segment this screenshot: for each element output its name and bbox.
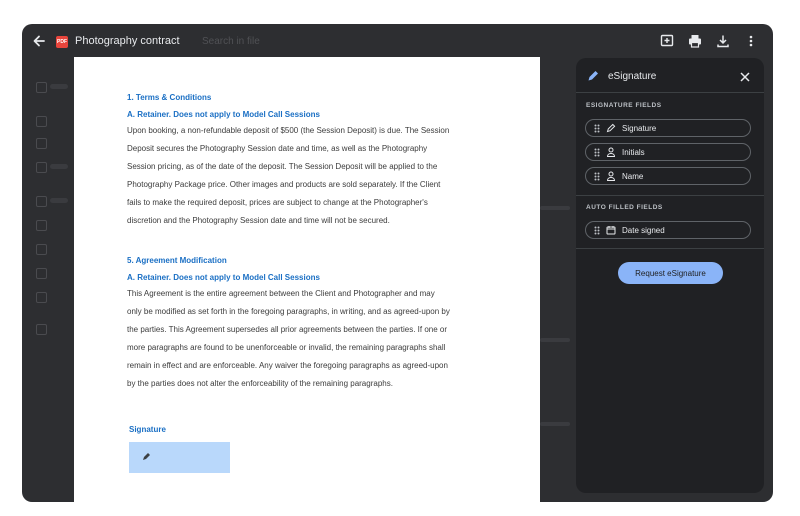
drag-handle-icon	[594, 172, 600, 181]
top-bar	[22, 24, 773, 58]
back-arrow-icon[interactable]	[31, 33, 47, 49]
divider	[576, 248, 764, 249]
ghost-icon	[36, 324, 47, 335]
ghost-bar	[50, 198, 68, 203]
field-chip-name[interactable]	[585, 167, 751, 185]
ghost-icon	[36, 116, 47, 127]
drag-handle-icon	[594, 226, 600, 235]
esignature-fields-label: ESIGNATURE FIELDS	[586, 102, 662, 109]
drag-handle-icon	[594, 148, 600, 157]
ghost-bar	[50, 164, 68, 169]
ghost-icon	[36, 82, 47, 93]
signature-field-box[interactable]	[129, 442, 230, 473]
auto-filled-fields-label: AUTO FILLED FIELDS	[586, 204, 663, 211]
print-icon[interactable]	[687, 33, 703, 49]
paragraph-line: discretion and the Photography Session date and time will not be secured.	[127, 216, 390, 226]
request-esignature-button[interactable]: Request eSignature	[618, 262, 723, 284]
ghost-bar	[540, 422, 570, 426]
document-page	[74, 57, 540, 502]
section-paragraph	[127, 122, 497, 231]
ghost-icon	[36, 268, 47, 279]
paragraph-line: Session pricing, as of the date of the deposit. The Session Deposit will be applied to the	[127, 162, 438, 172]
ghost-icon	[36, 244, 47, 255]
ghost-bar	[540, 206, 570, 210]
section-subheading: A. Retainer. Does not apply to Model Call Sessions	[127, 110, 320, 119]
paragraph-line: Upon booking, a non-refundable deposit of $500 (the Session Deposit) is due. The Session	[127, 126, 450, 135]
section-heading: 5. Agreement Modification	[127, 255, 227, 265]
person-icon	[606, 147, 616, 157]
close-icon[interactable]	[739, 70, 751, 88]
more-vert-icon[interactable]	[743, 33, 759, 49]
paragraph-line: Deposit secures the Photography Session date and time, as well as the Photography	[127, 144, 428, 154]
ghost-bar	[50, 84, 68, 89]
ghost-bar	[540, 338, 570, 342]
ghost-icon	[36, 138, 47, 149]
field-chip-initials[interactable]	[585, 143, 751, 161]
pen-icon	[606, 123, 616, 133]
section-paragraph	[127, 285, 497, 394]
paragraph-line: fails to make the required deposit, prices are subject to change at the Photographer's	[127, 198, 428, 208]
pen-icon	[586, 69, 600, 83]
search-field-ghost: Search in file	[202, 36, 260, 47]
ghost-icon	[36, 292, 47, 303]
paragraph-line: only be modified as set forth in the foregoing paragraphs, in writing, and as agreed-upon by	[127, 306, 450, 316]
paragraph-line: remain in effect and are enforceable. Any waiver the foregoing paragraphs as agreed-upon	[127, 360, 448, 370]
field-chip-date-signed[interactable]	[585, 221, 751, 239]
field-chip-label: Date signed	[622, 226, 665, 235]
calendar-icon	[606, 225, 616, 235]
ghost-icon	[36, 162, 47, 173]
divider	[576, 92, 764, 93]
document-title: Photography contract	[75, 35, 180, 47]
field-chip-signature[interactable]	[585, 119, 751, 137]
esignature-panel	[576, 58, 764, 493]
person-icon	[606, 171, 616, 181]
paragraph-line: more paragraphs are found to be unenforceable or invalid, the remaining paragraphs shall	[127, 342, 446, 352]
pdf-file-icon: PDF	[56, 36, 68, 48]
panel-title: eSignature	[608, 71, 657, 82]
pen-icon	[141, 452, 151, 462]
paragraph-line: by the parties does not alter the enforceability of the remaining paragraphs.	[127, 379, 393, 389]
divider	[576, 195, 764, 196]
paragraph-line: the parties. This Agreement supersedes all prior agreements between the parties. If one or	[127, 324, 448, 334]
section-subheading: A. Retainer. Does not apply to Model Call Sessions	[127, 272, 320, 282]
app-window	[22, 24, 773, 502]
drag-handle-icon	[594, 124, 600, 133]
download-icon[interactable]	[715, 33, 731, 49]
ghost-icon	[36, 196, 47, 207]
paragraph-line: Photography Package price. Other images and products are sold separately. If the Client	[127, 180, 441, 190]
field-chip-label: Name	[622, 172, 644, 181]
paragraph-line: This Agreement is the entire agreement between the Client and Photographer and may	[127, 288, 435, 298]
signature-field-label: Signature	[129, 425, 166, 434]
field-chip-label: Signature	[622, 124, 657, 133]
section-heading: 1. Terms & Conditions	[127, 93, 212, 102]
add-comment-icon[interactable]	[659, 33, 675, 49]
ghost-icon	[36, 220, 47, 231]
field-chip-label: Initials	[622, 148, 645, 157]
document-content	[127, 93, 497, 393]
